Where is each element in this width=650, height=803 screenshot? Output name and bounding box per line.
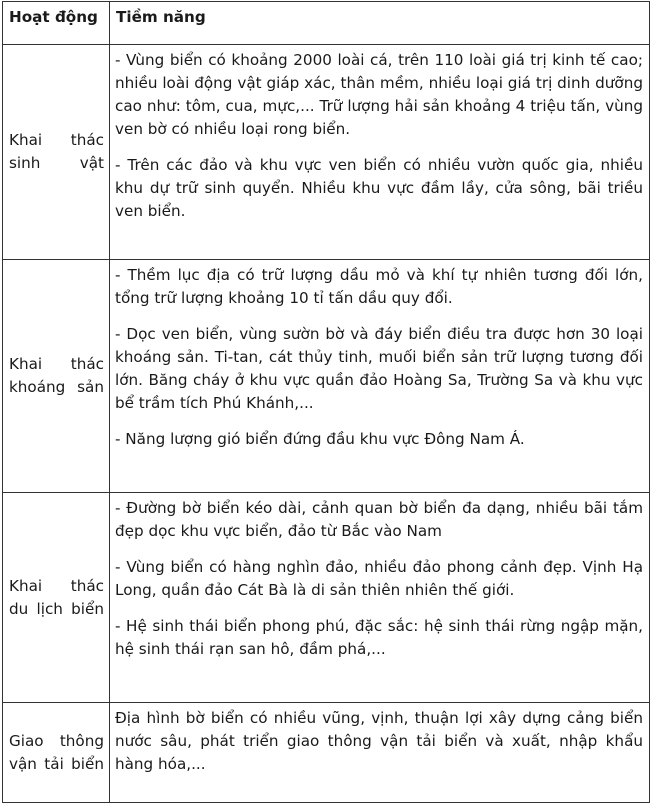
- table-row: [3, 45, 650, 260]
- table-header-row: [3, 2, 650, 45]
- potential-table: [2, 1, 650, 803]
- potential-cell: [110, 45, 650, 260]
- potential-item: - Vùng biển có hàng nghìn đảo, nhiều đảo phong cảnh đẹp. Vịnh Hạ Long, quần đảo Cát Bà là di sản thiên nhiên thế giới.: [115, 558, 643, 599]
- potential-item: - Hệ sinh thái biển phong phú, đặc sắc: hệ sinh thái rừng ngập mặn, hệ sinh thái rạn san hô, đầm phá,...: [115, 617, 643, 658]
- header-activity: Hoạt động: [3, 2, 110, 45]
- table-row: [3, 493, 650, 703]
- activity-cell: Khai thác sinh vật: [3, 45, 110, 260]
- activity-cell: Giao thông vận tải biển: [3, 703, 110, 803]
- header-potential: Tiềm năng: [110, 2, 650, 45]
- table-row: [3, 703, 650, 803]
- potential-item: - Vùng biển có khoảng 2000 loài cá, trên 110 loài giá trị kinh tế cao; nhiều loài động vật giáp xác, thân mềm, nhiều loại giá trị dinh dưỡng cao như: tôm, cua, mực,... Trữ lượng hải sản khoảng 4 triệu tấn, vùng ven bờ có nhiều loại rong biển.: [115, 51, 643, 138]
- potential-cell: [110, 260, 650, 493]
- activity-cell: Khai thác khoáng sản: [3, 260, 110, 493]
- table-row: [3, 260, 650, 493]
- potential-item: - Đường bờ biển kéo dài, cảnh quan bờ biển đa dạng, nhiều bãi tắm đẹp dọc khu vực biển, đảo từ Bắc vào Nam: [115, 499, 643, 540]
- potential-cell: [110, 493, 650, 703]
- potential-item: Địa hình bờ biển có nhiều vũng, vịnh, thuận lợi xây dựng cảng biển nước sâu, phát triển giao thông vận tải biển và xuất, nhập khẩu hàng hóa,...: [115, 709, 643, 773]
- potential-item: - Thềm lục địa có trữ lượng dầu mỏ và khí tự nhiên tương đối lớn, tổng trữ lượng khoảng 10 tỉ tấn dầu quy đổi.: [115, 266, 643, 307]
- potential-item: - Trên các đảo và khu vực ven biển có nhiều vườn quốc gia, nhiều khu dự trữ sinh quyển. Nhiều khu vực đầm lầy, cửa sông, bãi triều ven biển.: [115, 156, 643, 220]
- potential-cell: [110, 703, 650, 803]
- activity-cell: Khai thác du lịch biển: [3, 493, 110, 703]
- potential-item: - Năng lượng gió biển đứng đầu khu vực Đông Nam Á.: [115, 430, 525, 448]
- potential-item: - Dọc ven biển, vùng sườn bờ và đáy biển điều tra được hơn 30 loại khoáng sản. Ti-tan, cát thủy tinh, muối biển sản trữ lượng tương đối lớn. Băng cháy ở khu vực quần đảo Hoàng Sa, Trường Sa và khu vực bể trầm tích Phú Khánh,...: [115, 325, 643, 412]
